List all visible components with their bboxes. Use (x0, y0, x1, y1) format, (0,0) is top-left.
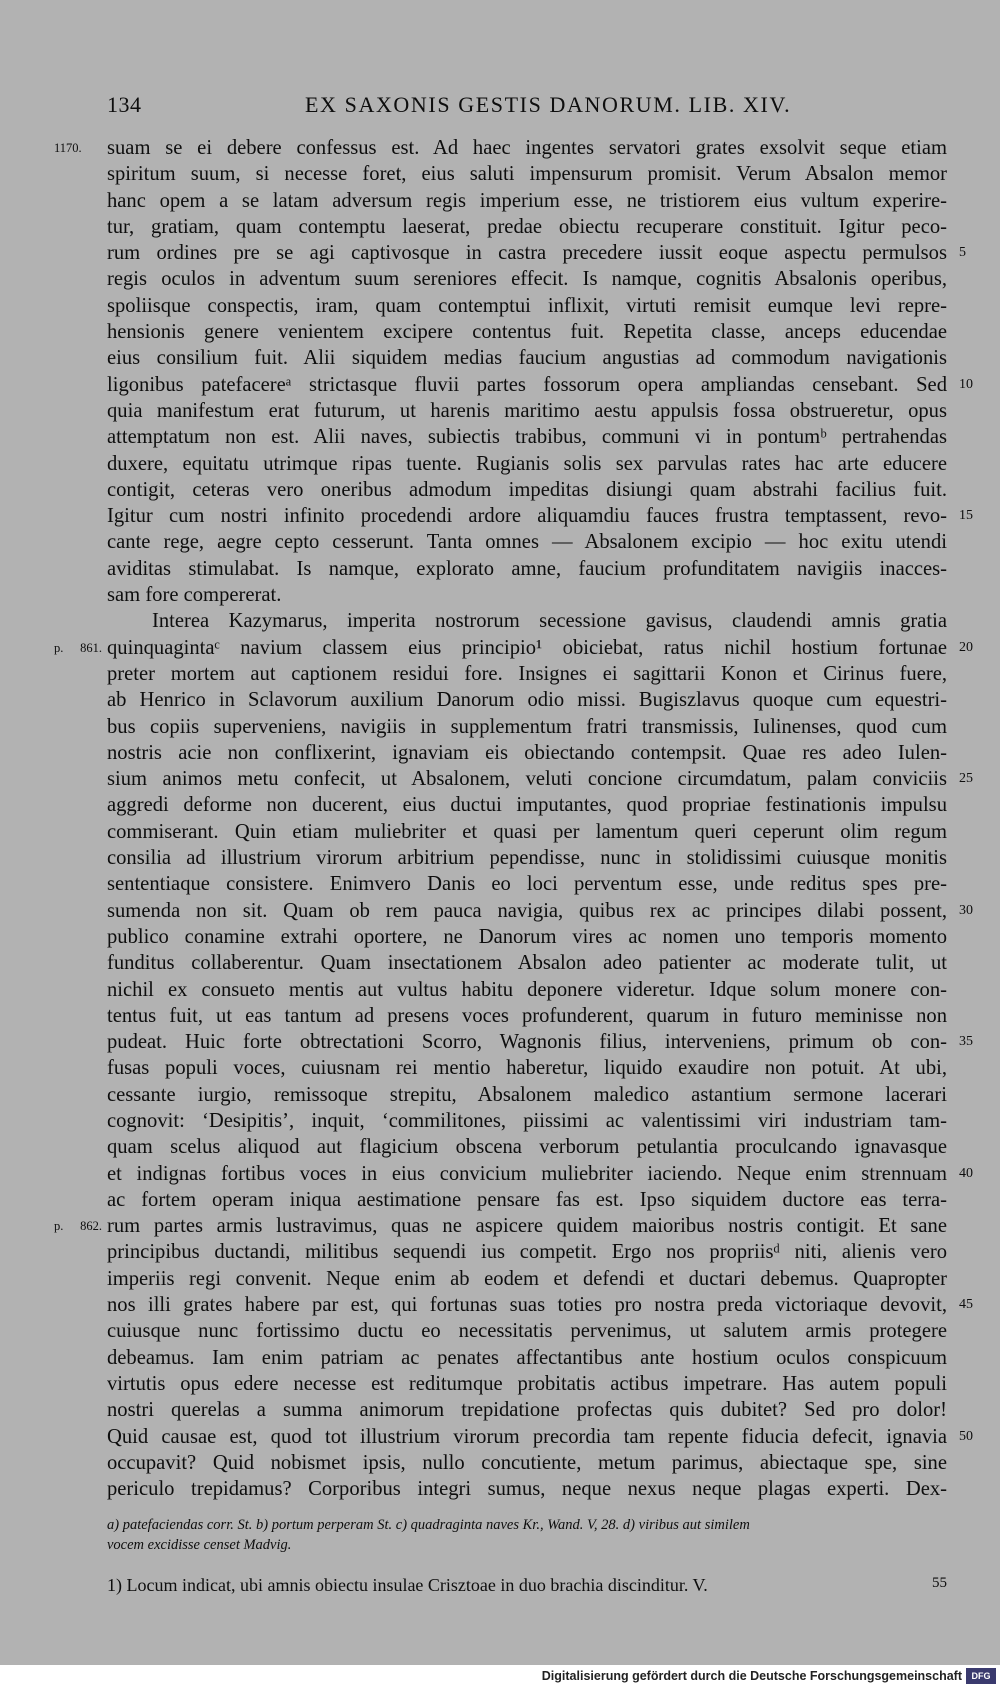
dfg-credit: Digitalisierung gefördert durch die Deutsche Forschungsgemeinschaft (541, 1669, 962, 1683)
line-text: sententiaque consistere. Enimvero Danis eo loci perventum esse, unde reditus spes pre- (107, 873, 947, 896)
text-line (107, 1134, 947, 1160)
text-line (107, 792, 947, 818)
text-line (107, 1266, 947, 1292)
line-text: spiritum suum, si necesse foret, eius saluti impensurum promisit. Verum Absalon memor (107, 163, 947, 186)
line-number: 45 (959, 1297, 973, 1313)
margin-marker: 1170. (54, 141, 82, 155)
text-line (107, 293, 947, 319)
apparatus-line: a) patefaciendas corr. St. b) portum perperam St. c) quadraginta naves Kr., Wand. V, 28. d) viribus aut similem (107, 1517, 750, 1533)
line-text: ligonibus patefacereᵃ strictasque fluvii partes fossorum opera ampliandas censebant. Sed (107, 373, 947, 396)
text-line (54, 1213, 947, 1239)
text-line (107, 1239, 947, 1265)
text-line (107, 556, 947, 582)
line-number: 35 (959, 1034, 973, 1050)
line-text: nostri querelas a summa animorum trepidatione profectas quis dubitet? Sed pro dolor! (107, 1399, 947, 1422)
line-text: publico conamine extrahi oportere, ne Danorum vires ac nomen uno temporis momento (107, 925, 947, 948)
line-text: nos illi grates habere par est, qui fortunas suas toties pro nostra preda victoriaque devovit, (107, 1294, 947, 1317)
text-line (107, 582, 947, 608)
line-number: 20 (959, 639, 973, 655)
line-text: ac fortem operam iniqua aestimatione pensare fas est. Ipso siquidem ductore eas terra- (107, 1188, 947, 1211)
line-number: 25 (959, 771, 973, 787)
dfg-banner (0, 1665, 1000, 1688)
line-text: debeamus. Iam enim patriam ac penates affectantibus ante hostium oculos conspicuum (107, 1346, 947, 1369)
text-line (107, 898, 973, 924)
text-line (107, 266, 947, 292)
line-text: cuiusque nunc fortissimo ductu eo necessitatis pervenimus, ut salutem armis protegere (107, 1320, 947, 1343)
line-number: 15 (959, 508, 973, 524)
line-text: sam fore compererat. (107, 584, 282, 607)
text-line (107, 1292, 973, 1318)
dfg-logo-icon: DFG (966, 1668, 996, 1684)
text-line (107, 1055, 947, 1081)
text-line (107, 950, 947, 976)
line-text: attemptatum non est. Alii naves, subiectis trabibus, communi vi in pontumᵇ pertrahendas (107, 426, 947, 449)
text-line (107, 1029, 973, 1055)
text-line (107, 372, 973, 398)
text-line (107, 188, 947, 214)
apparatus-line: vocem excidisse censet Madvig. (107, 1537, 292, 1553)
line-text: tentus fuit, ut eas tantum ad presens voces profunderent, quarum in futuro meminisse non (107, 1004, 947, 1027)
line-text: hanc opem a se latam adversum regis imperium esse, ne tristiorem eius vultum experire- (107, 189, 947, 212)
text-line (107, 661, 947, 687)
text-line (107, 766, 973, 792)
text-line (107, 924, 947, 950)
text-line (107, 687, 947, 713)
line-text: rum partes armis lustravimus, quas ne aspicere quidem maioribus nostris contigit. Et sane (107, 1215, 947, 1238)
text-line (107, 345, 947, 371)
margin-marker: p. 862. (54, 1219, 102, 1234)
text-line (107, 1161, 973, 1187)
line-number: 40 (959, 1165, 973, 1181)
text-line (107, 740, 947, 766)
text-line (107, 424, 947, 450)
line-text: virtutis opus edere necesse est reditumque probitatis actibus impetrare. Has autem populi (107, 1372, 947, 1395)
line-text: duxere, equitatu utrimque ripas tuente. Rugianis solis sex parvulas rates hac arte educere (107, 452, 947, 475)
text-line (107, 1345, 947, 1371)
text-line (107, 1318, 947, 1344)
text-line (107, 1424, 973, 1450)
line-text: eius consilium fuit. Alii siquidem medias faucium angustias ad commodum navigationis (107, 347, 947, 370)
line-text: cessante iurgio, remissoque strepitu, Absalonem maledico astantium sermone lacerari (107, 1083, 947, 1106)
text-line (107, 398, 947, 424)
running-title: EX SAXONIS GESTIS DANORUM. LIB. XIV. (305, 92, 792, 117)
line-number: 10 (959, 376, 973, 392)
line-text: tur, gratiam, quam contemptu laeserat, predae obiectu recuperare constituit. Igitur peco- (107, 215, 947, 238)
text-line (107, 1187, 947, 1213)
line-number: 50 (959, 1428, 973, 1444)
line-text: Igitur cum nostri infinito procedendi ardore aliquamdiu fauces frustra temptassent, revo- (107, 505, 947, 528)
text-line (107, 1476, 947, 1502)
margin-marker: p. 861. (54, 640, 102, 655)
line-text: periculo trepidamus? Corporibus integri sumus, neque nexus neque plagas experti. Dex- (107, 1478, 947, 1501)
text-line (107, 240, 966, 266)
line-text: quam scelus aliquod aut flagicium obscena verborum petulantia proculcando ignavasque (107, 1136, 947, 1159)
text-line (107, 477, 947, 503)
line-text: occupavit? Quid nobismet ipsis, nullo concutiente, metum parimus, abiectaque spe, sine (107, 1451, 947, 1474)
text-line (107, 845, 947, 871)
line-text: preter mortem aut captionem residui fore. Insignes ei sagittarii Konon et Cirinus fuere, (107, 662, 947, 685)
line-text: fusas populi voces, cuiusnam rei mentio haberetur, liquido exaudire non potuit. At ubi, (107, 1057, 947, 1080)
line-text: Quid causae est, quod tot illustrium virorum precordia tam repente fiducia defecit, ignavia (107, 1425, 947, 1448)
footnote (107, 1575, 947, 1596)
line-number: 30 (959, 902, 973, 918)
text-line (107, 871, 947, 897)
text-line (107, 977, 947, 1003)
footnote-text: 1) Locum indicat, ubi amnis obiectu insulae Crisztoae in duo brachia discinditur. V. (107, 1575, 708, 1595)
line-text: sumenda non sit. Quam ob rem pauca navigia, quibus rex ac principes dilabi possent, (107, 899, 947, 922)
text-line (107, 1397, 947, 1423)
line-text: bus copiis superveniens, navigiis in supplementum fratri transmissis, Iulinenses, quod cum (107, 715, 947, 738)
line-text: contigit, ceteras vero oneribus admodum impeditas disiungi quam abstrahi facilius fuit. (107, 478, 947, 501)
text-line (107, 214, 947, 240)
line-text: pudeat. Huic forte obtrectationi Scorro, Wagnonis filius, interveniens, primum ob con- (107, 1031, 947, 1054)
text-line (107, 1082, 947, 1108)
text-line (107, 529, 947, 555)
line-text: cante rege, aegre cepto cesserunt. Tanta omnes — Absalonem excipio — hoc exitu utendi (107, 531, 947, 554)
critical-apparatus (107, 1515, 947, 1555)
line-text: sium animos metu confecit, ut Absalonem, veluti concione circumdatum, palam conviciis (107, 768, 947, 791)
text-line (107, 503, 973, 529)
line-text: et indignas fortibus voces in eius convicium muliebriter iaciendo. Neque enim strennuam (107, 1162, 947, 1185)
page-number: 134 (107, 92, 142, 117)
line-text: quinquagintaᶜ navium classem eius principio¹ obiciebat, ratus nichil hostium fortunae (107, 636, 947, 659)
line-text: hensionis genere venientem excipere contentus fuit. Repetita classe, anceps educendae (107, 321, 947, 344)
line-text: nostris acie non conflixerint, ignaviam eis obiectando contempsit. Quae res adeo Iulen- (107, 741, 947, 764)
text-line (107, 819, 947, 845)
text-line (107, 608, 947, 634)
line-text: commiserant. Quin etiam muliebriter et quasi per lamentum queri ceperunt olim regum (107, 820, 947, 843)
text-line (107, 714, 947, 740)
line-text: aviditas stimulabat. Is namque, explorato amne, faucium profunditatem navigiis inacces- (107, 557, 947, 580)
line-text: aggredi deforme non ducerent, eius ductui imputantes, quod propriae festinationis impulsu (107, 794, 947, 817)
line-text: Interea Kazymarus, imperita nostrorum secessione gavisus, claudendi amnis gratia (152, 610, 947, 633)
text-line (107, 161, 947, 187)
footnote-line-number: 55 (932, 1575, 947, 1591)
line-number: 5 (959, 245, 966, 261)
text-line (107, 1371, 947, 1397)
line-text: regis oculos in adventum suum sereniores effecit. Is namque, cognitis Absalonis operibus, (107, 268, 947, 291)
line-text: spoliisque conspectis, iram, quam contemptui inflixit, virtuti remisit eumque levi repre- (107, 294, 947, 317)
text-line (54, 135, 947, 161)
text-line (107, 319, 947, 345)
line-text: imperiis regi convenit. Neque enim ab eodem et defendi et ductari debemus. Quapropter (107, 1267, 947, 1290)
line-text: principibus ductandi, militibus sequendi ius competit. Ergo nos propriisᵈ niti, alienis vero (107, 1241, 947, 1264)
text-line (54, 635, 973, 661)
body-text (54, 135, 973, 1502)
text-line (107, 1003, 947, 1029)
text-line (107, 1108, 947, 1134)
line-text: nichil ex consueto mentis aut vultus habitu deponere videretur. Idque solum monere con- (107, 978, 947, 1001)
line-text: funditus collaberentur. Quam insectationem Absalon adeo patienter ac moderate tulit, ut (107, 952, 947, 975)
text-line (107, 1450, 947, 1476)
line-text: consilia ad illustrium virorum arbitrium pependisse, nunc in stolidissimi cuiusque monitis (107, 847, 947, 870)
text-line (107, 451, 947, 477)
line-text: quia manifestum erat futurum, ut harenis maritimo aestu appulsis fossa obstrueretur, opus (107, 399, 947, 422)
line-text: rum ordines pre se agi captivosque in castra precedere iussit eoque aspectu permulsos (107, 242, 947, 265)
line-text: cognovit: ‘Desipitis’, inquit, ‘commilitones, piissimi ac valentissimi viri industriam tam- (107, 1109, 947, 1132)
line-text: ab Henrico in Sclavorum auxilium Danorum odio missi. Bugiszlavus quoque cum equestri- (107, 689, 947, 712)
line-text: suam se ei debere confessus est. Ad haec ingentes servatori grates exsolvit seque etiam (107, 137, 947, 159)
